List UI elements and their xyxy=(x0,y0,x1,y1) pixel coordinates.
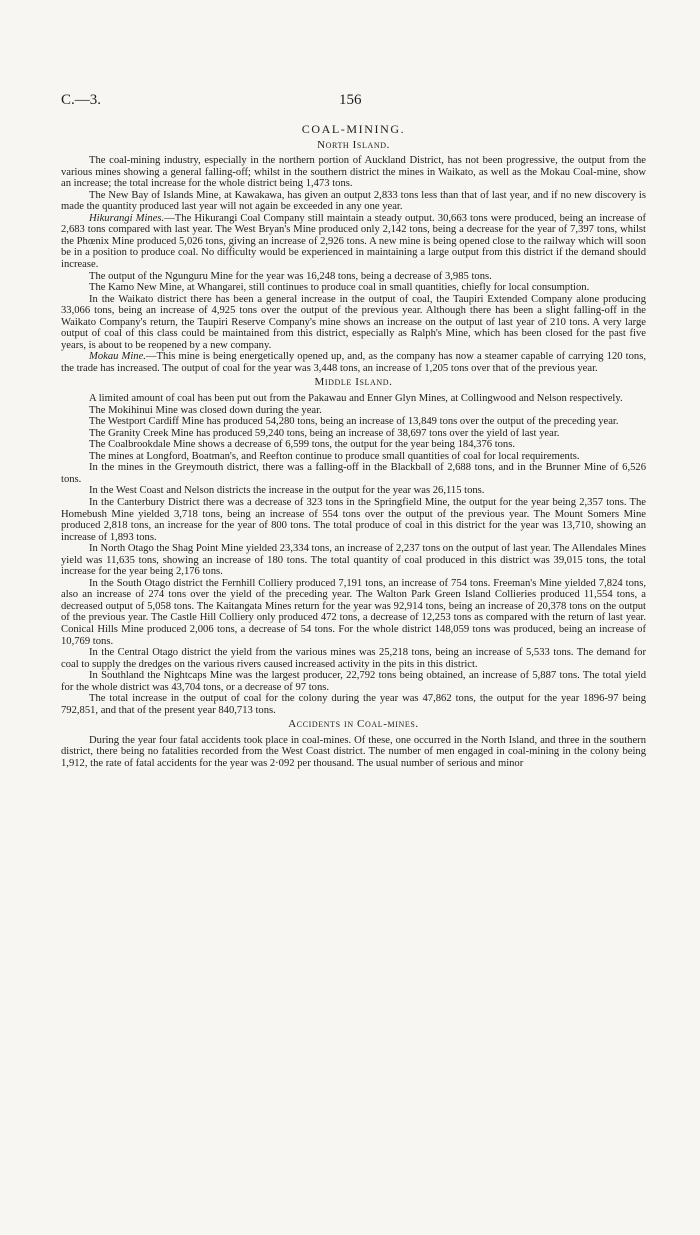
paragraph: A limited amount of coal has been put out from the Pakawau and Enner Glyn Mines, at Collingwood and Nelson respectively. xyxy=(89,393,623,405)
run-in-heading: Mokau Mine. xyxy=(89,351,146,363)
run-in-heading: Hikurangi Mines. xyxy=(89,212,165,224)
paragraph: The New Bay of Islands Mine, at Kawakawa, has given an output 2,833 tons less than that of last year, and if no new discovery is made the quantity produced last year will not again be exceeded in any one year. xyxy=(61,189,646,213)
paragraph xyxy=(61,351,646,374)
paragraph: The total increase in the output of coal for the colony during the year was 47,862 tons, the output for the year 1896-97 being 792,851, and that of the present year 840,713 tons. xyxy=(61,693,646,716)
paragraph: The coal-mining industry, especially in the northern portion of Auckland District, has not been progressive, the output from the various mines showing a general falling-off; whilst in the southern district the mines in Waikato, as well as the Mokau Coal-mine, show an increase; the total increase for the whole district being 1,473 tons. xyxy=(61,155,646,190)
paragraph-text: —The Hikurangi Coal Company still maintain a steady output. 30,663 tons were produced, being an increase of 2,683 tons compared with last year. The West Bryan's Mine produced only 2,142 tons, being a decrease for the year of 7,397 tons, whilst the Phœnix Mine produced 5,026 tons, giving an increase of 2,926 tons. A new mine is being opened close to the railway which will soon be in a position to produce coal. No difficulty would be experienced in maintaining a large output from this district if the demand should increase. xyxy=(61,212,646,271)
page-number: 156 xyxy=(339,92,362,108)
paragraph: The mines at Longford, Boatman's, and Reefton continue to produce small quantities of coal for local requirements. xyxy=(89,450,580,462)
page-body xyxy=(61,122,646,770)
paragraph: The Westport Cardiff Mine has produced 54,280 tons, being an increase of 13,849 tons over the output of the preceding year. xyxy=(89,416,619,428)
paragraph-text: —This mine is being energetically opened up, and, as the company has now a steamer capable of carrying 120 tons, the trade has increased. The output of coal for the year was 3,448 tons, an increase of 1,205 tons over that of the previous year. xyxy=(61,351,646,374)
paragraph: During the year four fatal accidents took place in coal-mines. Of these, one occurred in the North Island, and three in the southern district, there being no fatalities recorded from the West Coast district. The number of men engaged in coal-mining in the colony being 1,912, the rate of fatal accidents for the year was 2·092 per thousand. The usual number of serious and minor xyxy=(61,734,646,769)
paragraph: The output of the Ngunguru Mine for the year was 16,248 tons, being a decrease of 3,985 tons. xyxy=(89,270,492,282)
paragraph: The Kamo New Mine, at Whangarei, still continues to produce coal in small quantities, chiefly for local consumption. xyxy=(89,282,590,294)
paragraph: In the mines in the Greymouth district, there was a falling-off in the Blackball of 2,688 tons, and in the Brunner Mine of 6,526 tons. xyxy=(61,462,646,485)
paragraph: In the Waikato district there has been a general increase in the output of coal, the Taupiri Extended Company alone producing 33,066 tons, being an increase of 4,925 tons over the output of the previous year. Although there has been a slight falling-off in the Waikato Company's return, the Taupiri Reserve Company's mine shows an increase on the output of last year of 210 tons. A very large output of coal of this class could be maintained from this district, especially as Ralph's Mine, which has been closed for the past five years, is about to be reopened by a new company. xyxy=(61,293,646,351)
north-island-heading: North Island. xyxy=(317,138,390,151)
paragraph: In the Central Otago district the yield from the various mines was 25,218 tons, being an increase of 5,533 tons. The demand for coal to supply the dredges on the various rivers caused increased activity in the pits in this district. xyxy=(61,647,646,670)
middle-island-heading: Middle Island. xyxy=(314,376,393,389)
paragraph xyxy=(61,213,646,271)
paragraph: In Southland the Nightcaps Mine was the largest producer, 22,792 tons being obtained, an increase of 5,887 tons. The total yield for the whole district was 43,704 tons, or a decrease of 97 tons. xyxy=(61,670,646,693)
accidents-heading: Accidents in Coal-mines. xyxy=(288,718,419,731)
paragraph: In the South Otago district the Fernhill Colliery produced 7,191 tons, an increase of 754 tons. Freeman's Mine yielded 7,824 tons, also an increase of 274 tons over the yield of the preceding year. The Walton Park Green Island Collieries produced 11,554 tons, a decreased output of 5,058 tons. The Kaitangata Mines return for the year was 92,914 tons, being an increase of 20,378 tons on the output of the previous year. The Castle Hill Colliery only produced 472 tons, a decrease of 12,253 tons as compared with the return of last year. Conical Hills Mine produced 2,006 tons, a decrease of 54 tons. For the whole district 148,059 tons was produced, being an increase of 10,769 tons. xyxy=(61,577,646,647)
paragraph: In the Canterbury District there was a decrease of 323 tons in the Springfield Mine, the output for the year being 2,357 tons. The Homebush Mine yielded 3,718 tons, being an increase of 554 tons over the output of the previous year. The Mount Somers Mine produced 2,818 tons, an increase for the year of 800 tons. The total produce of coal in this district for the year was 13,710, showing an increase of 1,893 tons. xyxy=(61,496,646,543)
paragraph: The Granity Creek Mine has produced 59,240 tons, being an increase of 38,697 tons over the yield of last year. xyxy=(89,427,560,439)
paragraph: In North Otago the Shag Point Mine yielded 23,334 tons, an increase of 2,237 tons on the output of last year. The Allendales Mines yield was 11,635 tons, showing an increase of 180 tons. The total quantity of coal produced in this district was 39,015 tons, the total increase for the year being 2,176 tons. xyxy=(61,543,646,578)
document-reference: C.—3. xyxy=(61,92,102,108)
paragraph: In the West Coast and Nelson districts the increase in the output for the year was 26,115 tons. xyxy=(89,485,485,497)
paragraph: The Coalbrookdale Mine shows a decrease of 6,599 tons, the output for the year being 184,376 tons. xyxy=(89,439,516,451)
page-header xyxy=(61,92,641,112)
section-title: COAL-MINING. xyxy=(301,122,406,136)
paragraph: The Mokihinui Mine was closed down during the year. xyxy=(89,404,322,416)
